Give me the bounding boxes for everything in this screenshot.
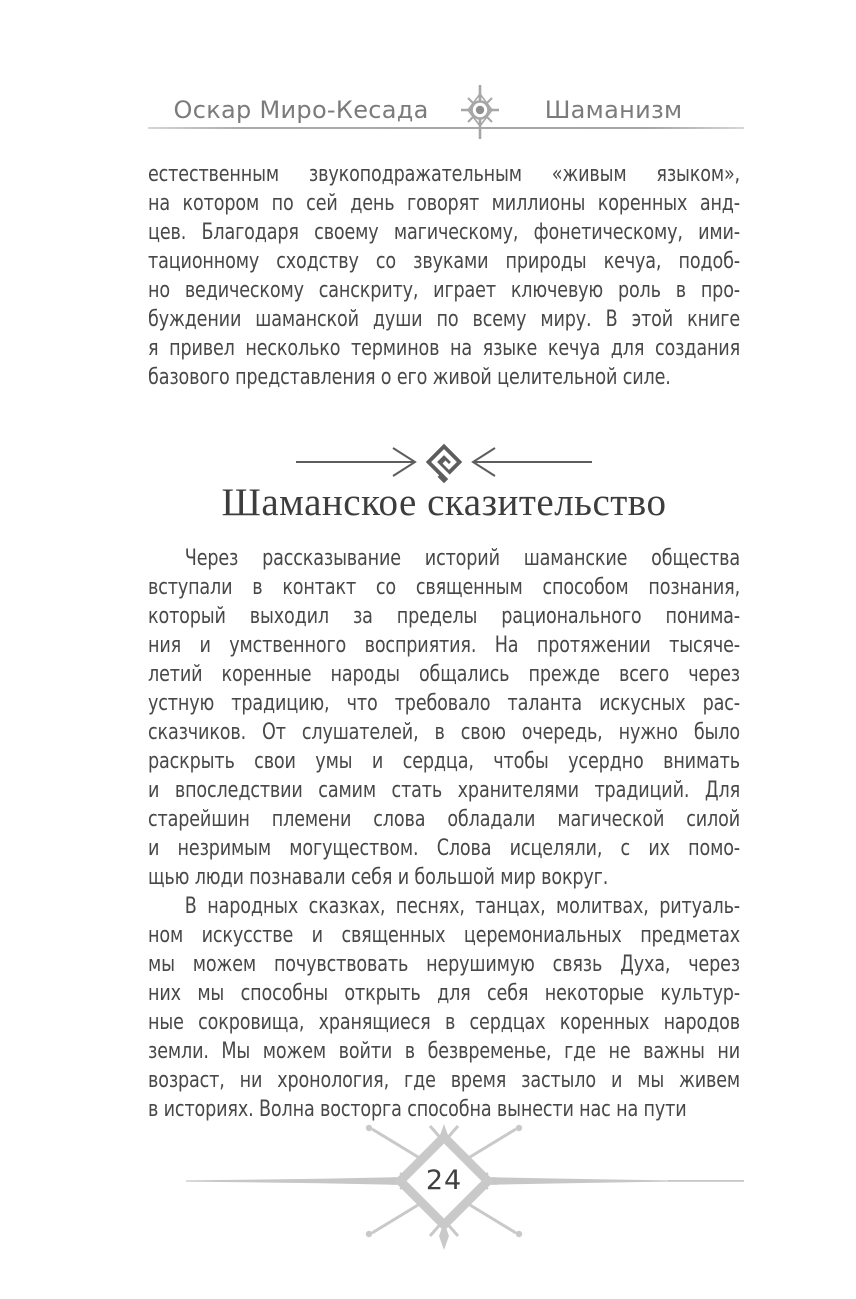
section-divider (294, 438, 594, 486)
section-title: Шаманское сказительство (221, 481, 667, 524)
text-line: в историях. Волна восторга способна вынести нас на пути (148, 1097, 687, 1122)
text-line: ные сокровища, хранящиеся в сердцах коренных народов (148, 1010, 740, 1035)
running-head (0, 96, 856, 124)
text-line: базового представления о его живой целительной силе. (148, 365, 671, 390)
header-rule (148, 127, 744, 129)
text-line: на котором по сей день говорят миллионы коренных анд- (148, 191, 740, 216)
running-head-author: Оскар Миро-Кесада (173, 96, 429, 124)
text-line: сказчиков. От слушателей, в свою очередь, нужно было (148, 720, 740, 745)
paragraph (148, 160, 740, 392)
text-line: старейшин племени слова обладали магической силой (148, 807, 740, 832)
text-line: Через рассказывание историй шаманские общества (184, 546, 741, 571)
text-line: вступали в контакт со священным способом познания, (148, 575, 740, 600)
text-line: и незримым могуществом. Слова исцеляли, с их помо- (148, 836, 740, 861)
text-line: буждении шаманской души по всему миру. В этой книге (148, 307, 740, 332)
text-line: тационному сходству со звуками природы кечуа, подоб- (148, 249, 740, 274)
text-line: них мы способны открыть для себя некоторые культур- (148, 981, 740, 1006)
page-number: 24 (425, 1164, 463, 1196)
paragraph (148, 544, 740, 892)
section-text-block (148, 544, 740, 1124)
text-line: цев. Благодаря своему магическому, фонетическому, ими- (148, 220, 740, 245)
text-line: земли. Мы можем войти в безвременье, где не важны ни (148, 1039, 740, 1064)
text-line: который выходил за пределы рационального понима- (148, 604, 740, 629)
text-line: ния и умственного восприятия. На протяжении тысяче- (148, 633, 740, 658)
text-line: раскрыть свои умы и сердца, чтобы усердно внимать (148, 749, 740, 774)
text-line: устную традицию, что требовало таланта искусных рас- (148, 691, 740, 716)
intro-text-block (148, 160, 740, 392)
text-line: я привел несколько терминов на языке кечуа для создания (148, 336, 740, 361)
text-line: щью люди познавали себя и большой мир вокруг. (148, 865, 609, 890)
compass-star-icon (458, 84, 502, 140)
text-line: возраст, ни хронология, где время застыло и мы живем (148, 1068, 740, 1093)
text-line: но ведическому санскриту, играет ключевую роль в про- (148, 278, 740, 303)
text-line: летий коренные народы общались прежде всего через (148, 662, 740, 687)
text-line: ном искусстве и священных церемониальных предметах (148, 923, 740, 948)
text-line: естественным звукоподражательным «живым языком», (148, 162, 740, 187)
text-line: мы можем почувствовать нерушимую связь Духа, через (148, 952, 740, 977)
running-head-book-title: Шаманизм (544, 96, 683, 124)
text-line: В народных сказках, песнях, танцах, молитвах, ритуаль- (184, 894, 741, 919)
paragraph (148, 892, 740, 1124)
spiral-diamond-icon (423, 441, 465, 483)
text-line: и впоследствии самим стать хранителями традиций. Для (148, 778, 740, 803)
